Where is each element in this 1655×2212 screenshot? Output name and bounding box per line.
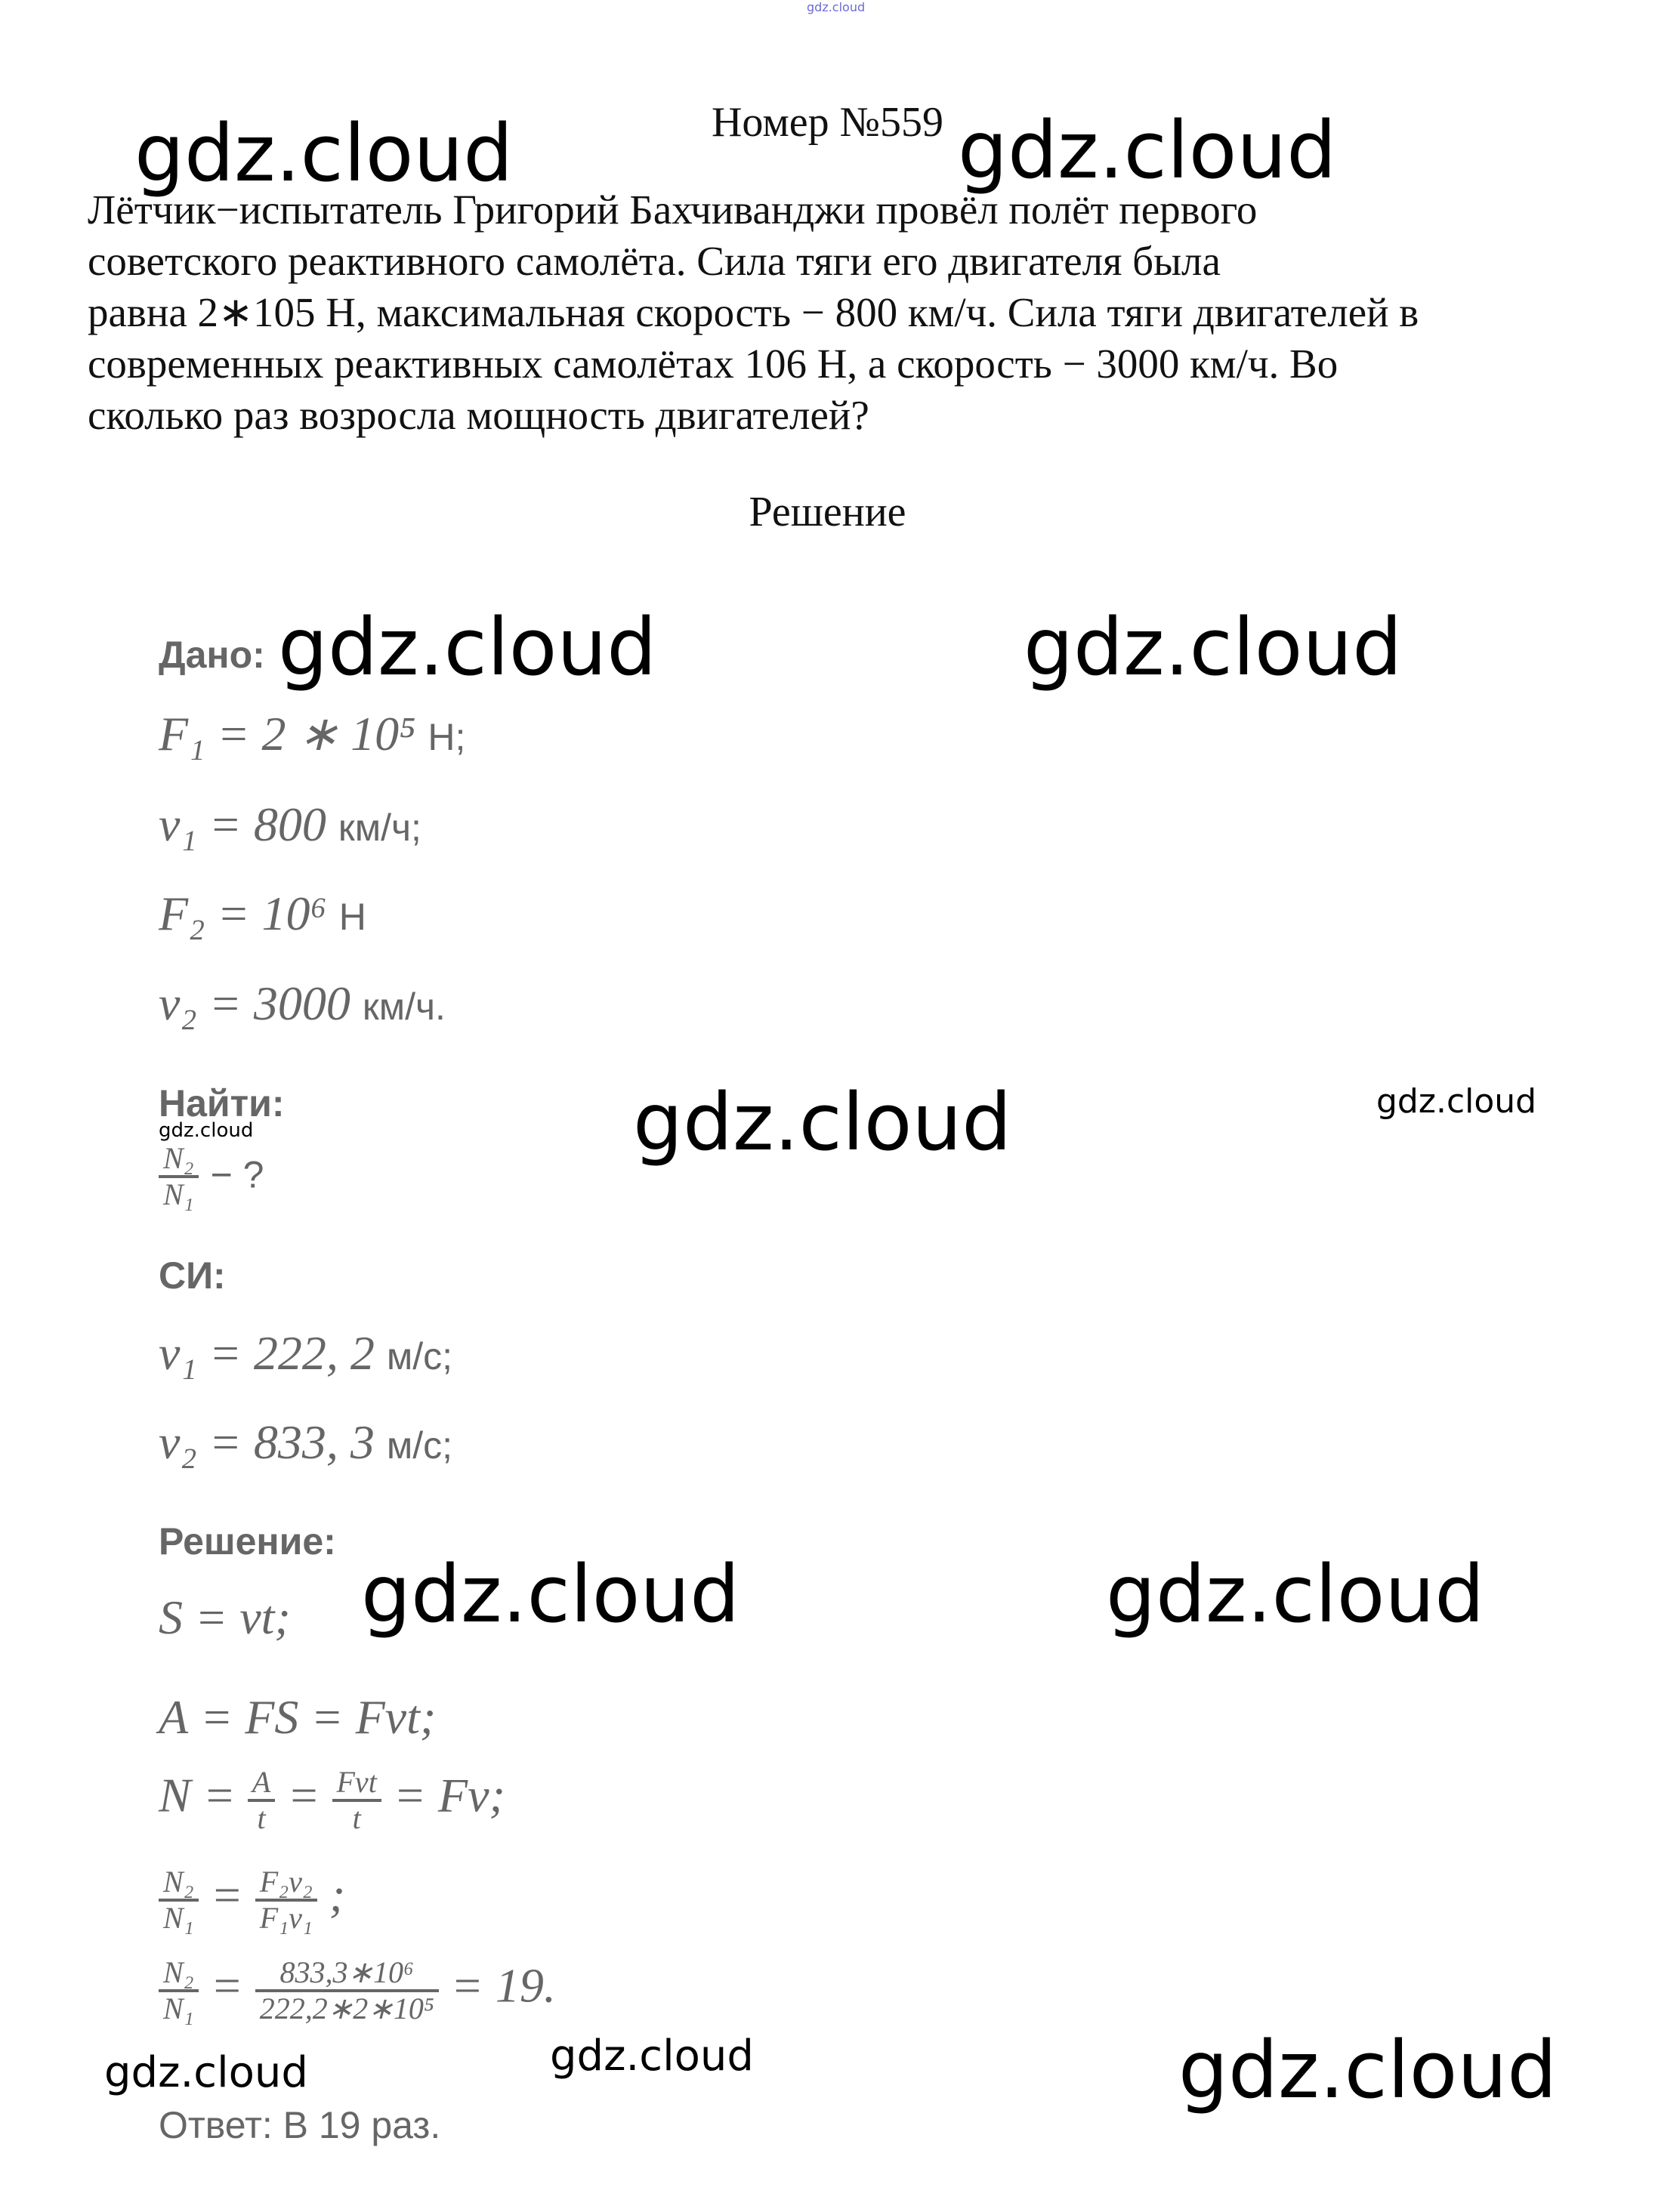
solution-n-lhs: N = bbox=[159, 1768, 236, 1822]
page-title: Номер №559 bbox=[711, 99, 944, 146]
given-f1 bbox=[159, 706, 465, 762]
solution-n-frac1-num: A bbox=[248, 1766, 275, 1802]
solution-s-expr: S = vt; bbox=[159, 1590, 291, 1644]
watermark: gdz.cloud bbox=[159, 1119, 254, 1142]
given-f1-unit: Н; bbox=[428, 716, 466, 758]
solution-n-eq: = bbox=[287, 1768, 320, 1822]
solution-n-frac2-den: t bbox=[352, 1801, 361, 1835]
solution-calc-tail: = 19. bbox=[450, 1958, 556, 2013]
solution-ratio-lhs bbox=[159, 1865, 199, 1935]
answer: Ответ: В 19 раз. bbox=[159, 2104, 441, 2146]
solution-n bbox=[159, 1766, 505, 1835]
solution-label: Решение: bbox=[159, 1520, 336, 1563]
solution-calc-rhs-num: 833,3∗10⁶ bbox=[255, 1956, 439, 1992]
find-tail: − ? bbox=[210, 1153, 264, 1196]
problem-line: равна 2∗105 Н, максимальная скорость − 800 км/ч. Сила тяги двигателей в bbox=[88, 289, 1419, 335]
given-v2-expr: v₂ = 3000 bbox=[159, 976, 350, 1030]
top-watermark: gdz.cloud bbox=[807, 0, 866, 14]
solution-calc-rhs-den: 222,2∗2∗10⁵ bbox=[259, 1991, 434, 2025]
problem-line: сколько раз возросла мощность двигателей? bbox=[88, 392, 869, 438]
problem-line: Лётчик−испытатель Григорий Бахчиванджи провёл полёт первого bbox=[88, 187, 1258, 233]
solution-calc-rhs bbox=[255, 1956, 439, 2025]
watermark: gdz.cloud bbox=[550, 2032, 754, 2081]
given-v2-unit: км/ч. bbox=[362, 986, 446, 1028]
solution-ratio-den: N₁ bbox=[163, 1901, 194, 1935]
solution-ratio-rhs-num: F₂v₂ bbox=[255, 1865, 317, 1902]
solution-ratio-rhs bbox=[255, 1865, 317, 1935]
si-v2-expr: v₂ = 833, 3 bbox=[159, 1415, 375, 1469]
si-v2-unit: м/с; bbox=[386, 1424, 453, 1467]
watermark: gdz.cloud bbox=[1178, 2024, 1558, 2116]
watermark: gdz.cloud bbox=[1024, 601, 1403, 693]
solution-ratio bbox=[159, 1865, 345, 1935]
watermark: gdz.cloud bbox=[1376, 1082, 1537, 1121]
find-num: N₂ bbox=[159, 1142, 199, 1178]
given-f1-expr: F₁ = 2 ∗ 10⁵ bbox=[159, 707, 416, 760]
watermark: gdz.cloud bbox=[361, 1548, 740, 1640]
solution-ratio-tail: ; bbox=[329, 1868, 346, 1922]
given-f2-unit: Н bbox=[338, 896, 366, 938]
si-v1 bbox=[159, 1325, 452, 1381]
solution-n-frac2-num: Fvt bbox=[332, 1766, 381, 1802]
si-v2 bbox=[159, 1415, 452, 1470]
solution-heading: Решение bbox=[749, 489, 906, 535]
find-label: Найти: bbox=[159, 1082, 285, 1125]
solution-ratio-num: N₂ bbox=[159, 1865, 199, 1902]
given-v1-expr: v₁ = 800 bbox=[159, 797, 326, 851]
problem-text bbox=[88, 184, 1583, 441]
solution-calc-den: N₁ bbox=[163, 1991, 194, 2025]
watermark: gdz.cloud bbox=[134, 107, 514, 199]
watermark: gdz.cloud bbox=[1106, 1548, 1485, 1640]
given-v1-unit: км/ч; bbox=[338, 807, 421, 849]
watermark: gdz.cloud bbox=[958, 104, 1337, 196]
solution-calc-lhs bbox=[159, 1956, 199, 2025]
find-expr bbox=[159, 1142, 264, 1211]
solution-a-expr: А = FS = Fvt; bbox=[159, 1690, 437, 1744]
find-den: N₁ bbox=[163, 1177, 194, 1211]
given-label: Дано: bbox=[159, 634, 265, 676]
watermark: gdz.cloud bbox=[104, 2048, 308, 2097]
si-v1-expr: v₁ = 222, 2 bbox=[159, 1326, 375, 1380]
given-f2-expr: F₂ = 10⁶ bbox=[159, 887, 327, 940]
solution-n-rhs: = Fv; bbox=[393, 1768, 505, 1822]
solution-n-frac1 bbox=[248, 1766, 275, 1835]
solution-n-frac1-den: t bbox=[257, 1801, 266, 1835]
si-v1-unit: м/с; bbox=[386, 1335, 453, 1377]
solution-calc-num: N₂ bbox=[159, 1956, 199, 1992]
solution-s bbox=[159, 1590, 291, 1646]
solution-a bbox=[159, 1689, 436, 1745]
problem-line: советского реактивного самолёта. Сила тяги его двигателя была bbox=[88, 238, 1221, 284]
watermark: gdz.cloud bbox=[633, 1076, 1012, 1168]
problem-line: современных реактивных самолётах 106 Н, а скорость − 3000 км/ч. Во bbox=[88, 341, 1339, 387]
given-v2 bbox=[159, 976, 446, 1032]
solution-n-frac2 bbox=[332, 1766, 381, 1835]
solution-ratio-rhs-den: F₁v₁ bbox=[259, 1901, 313, 1935]
solution-ratio-eq: = bbox=[210, 1868, 243, 1922]
solution-calc-eq: = bbox=[210, 1958, 243, 2013]
si-label: СИ: bbox=[159, 1254, 226, 1297]
watermark: gdz.cloud bbox=[278, 601, 657, 693]
given-v1 bbox=[159, 797, 421, 853]
given-f2 bbox=[159, 886, 366, 942]
find-fraction bbox=[159, 1142, 199, 1211]
solution-calc bbox=[159, 1956, 556, 2025]
